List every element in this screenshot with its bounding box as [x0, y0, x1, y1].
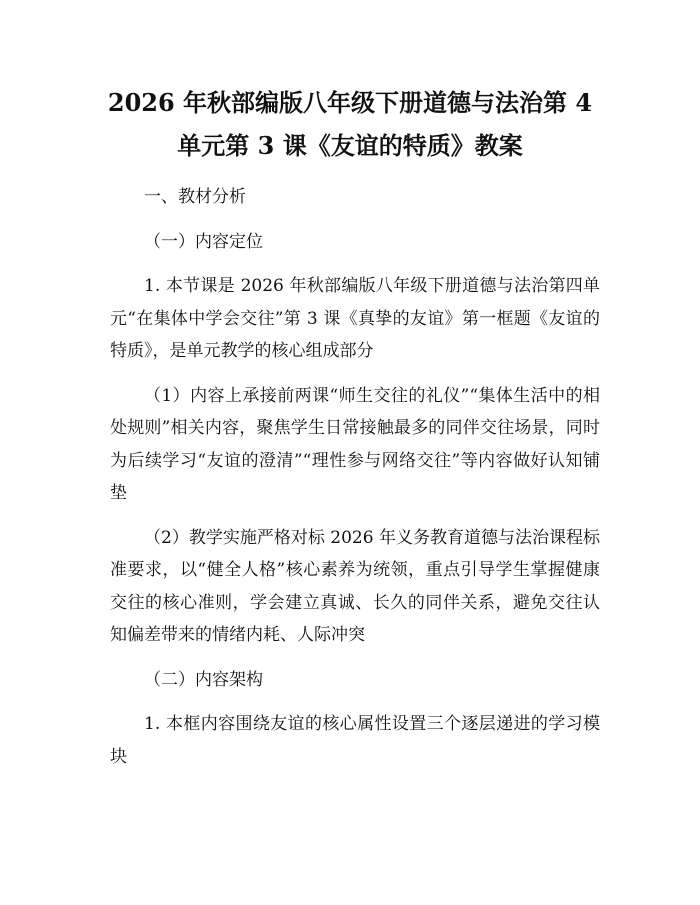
paragraph-lesson-overview: 1. 本节课是 2026 年秋部编版八年级下册道德与法治第四单元“在集体中学会交往”第 3 课《真挚的友谊》第一框题《友谊的特质》，是单元教学的核心组成部分	[110, 276, 600, 361]
paragraph-content-connection: （1）内容上承接前两课“师生交往的礼仪”“集体生活中的相处规则”相关内容，聚焦学生日常接触最多的同伴交往场景，同时为后续学习“友谊的澄清”“理性参与网络交往”等内容做好认知铺垫	[110, 385, 600, 503]
paragraph-learning-modules: 1. 本框内容围绕友谊的核心属性设置三个逐层递进的学习模块	[110, 714, 600, 767]
document-title-line-1: 2026 年秋部编版八年级下册道德与法治第 4	[107, 88, 593, 117]
section-heading-textbook-analysis: 一、教材分析	[144, 187, 246, 207]
document-title-line-2: 单元第 3 课《友谊的特质》教案	[177, 131, 523, 160]
subsection-heading-content-positioning: （一）内容定位	[144, 231, 263, 252]
document-body	[110, 181, 600, 785]
paragraph-curriculum-standard: （2）教学实施严格对标 2026 年义务教育道德与法治课程标准要求，以“健全人格”核心素养为统领，重点引导学生掌握健康交往的核心准则，学会建立真诚、长久的同伴关系，避免交往认知偏差带来的情绪内耗、人际冲突	[110, 527, 600, 645]
subsection-heading-content-structure: （二）内容架构	[144, 669, 263, 690]
